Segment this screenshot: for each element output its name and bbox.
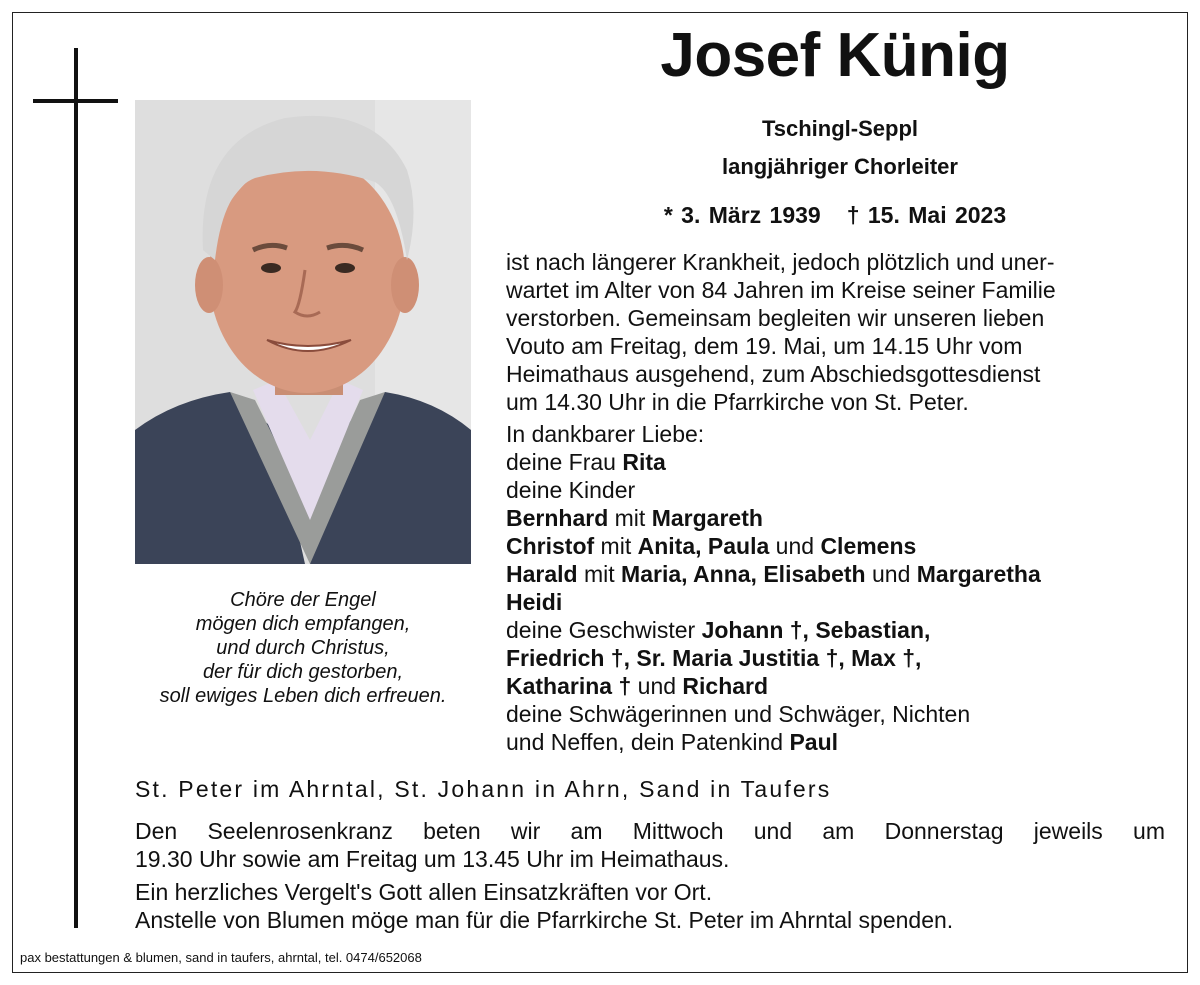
birth-date: * 3. März 1939	[663, 202, 821, 228]
death-date: † 15. Mai 2023	[846, 202, 1007, 228]
text-line: Heimathaus ausgehend, zum Abschiedsgottesdienst	[506, 361, 1041, 387]
text-line: um 14.30 Uhr in die Pfarrkirche von St. Peter.	[506, 389, 969, 415]
cross-icon	[74, 48, 78, 928]
poem	[125, 588, 481, 708]
text-line: Den Seelenrosenkranz beten wir am Mittwoch und am Donnerstag jeweils um	[135, 818, 1165, 844]
text-line: wartet im Alter von 84 Jahren im Kreise seiner Familie	[506, 277, 1056, 303]
poem-line: Chöre der Engel	[230, 589, 376, 611]
text-line: 19.30 Uhr sowie am Freitag um 13.45 Uhr im Heimathaus.	[135, 846, 730, 872]
mourner-child: Christof mit Anita, Paula und Clemens	[506, 533, 917, 559]
text-line: Ein herzliches Vergelt's Gott allen Einsatzkräften vor Ort.	[135, 879, 713, 905]
mourners-list	[506, 420, 1168, 756]
announcement-text	[506, 248, 1168, 756]
closing-notice	[135, 878, 1175, 934]
portrait-photo	[135, 100, 471, 564]
mourner-inlaws: deine Schwägerinnen und Schwäger, Nichten	[506, 701, 971, 727]
nickname: Tschingl-Seppl	[761, 116, 919, 141]
poem-line: und durch Christus,	[216, 637, 390, 659]
text-line: Anstelle von Blumen möge man für die Pfarrkirche St. Peter im Ahrntal spenden.	[135, 907, 954, 933]
funeral-home-footer: pax bestattungen & blumen, sand in taufers, ahrntal, tel. 0474/652068	[20, 950, 422, 965]
mourner-siblings: Friedrich †, Sr. Maria Justitia †, Max †,	[506, 645, 922, 671]
mourner-children-label: deine Kinder	[506, 477, 636, 503]
mourner-siblings: Katharina † und Richard	[506, 673, 769, 699]
mourner-siblings: deine Geschwister Johann †, Sebastian,	[506, 617, 931, 643]
mourner-child: Heidi	[506, 589, 563, 615]
mourner-child: Harald mit Maria, Anna, Elisabeth und Margaretha	[506, 561, 1041, 587]
deceased-name: Josef Künig	[660, 21, 1010, 90]
life-dates	[620, 202, 1050, 229]
role-title: langjähriger Chorleiter	[722, 154, 958, 179]
text-line: verstorben. Gemeinsam begleiten wir unseren lieben	[506, 305, 1045, 331]
places-line: St. Peter im Ahrntal, St. Johann in Ahrn, Sand in Taufers	[135, 776, 832, 802]
announcement-paragraph	[506, 248, 1168, 416]
poem-line: soll ewiges Leben dich erfreuen.	[159, 685, 447, 707]
text-line: Vouto am Freitag, dem 19. Mai, um 14.15 Uhr vom	[506, 333, 1023, 359]
text-line: ist nach längerer Krankheit, jedoch plötzlich und uner-	[506, 249, 1055, 275]
mourner-wife: deine Frau Rita	[506, 449, 666, 475]
rosary-notice	[135, 817, 1165, 873]
mourner-godchild: und Neffen, dein Patenkind Paul	[506, 729, 839, 755]
poem-line: mögen dich empfangen,	[195, 613, 411, 635]
mourners-intro: In dankbarer Liebe:	[506, 421, 705, 447]
poem-line: der für dich gestorben,	[202, 661, 404, 683]
cross-icon-bar	[33, 99, 118, 103]
mourner-child: Bernhard mit Margareth	[506, 505, 763, 531]
